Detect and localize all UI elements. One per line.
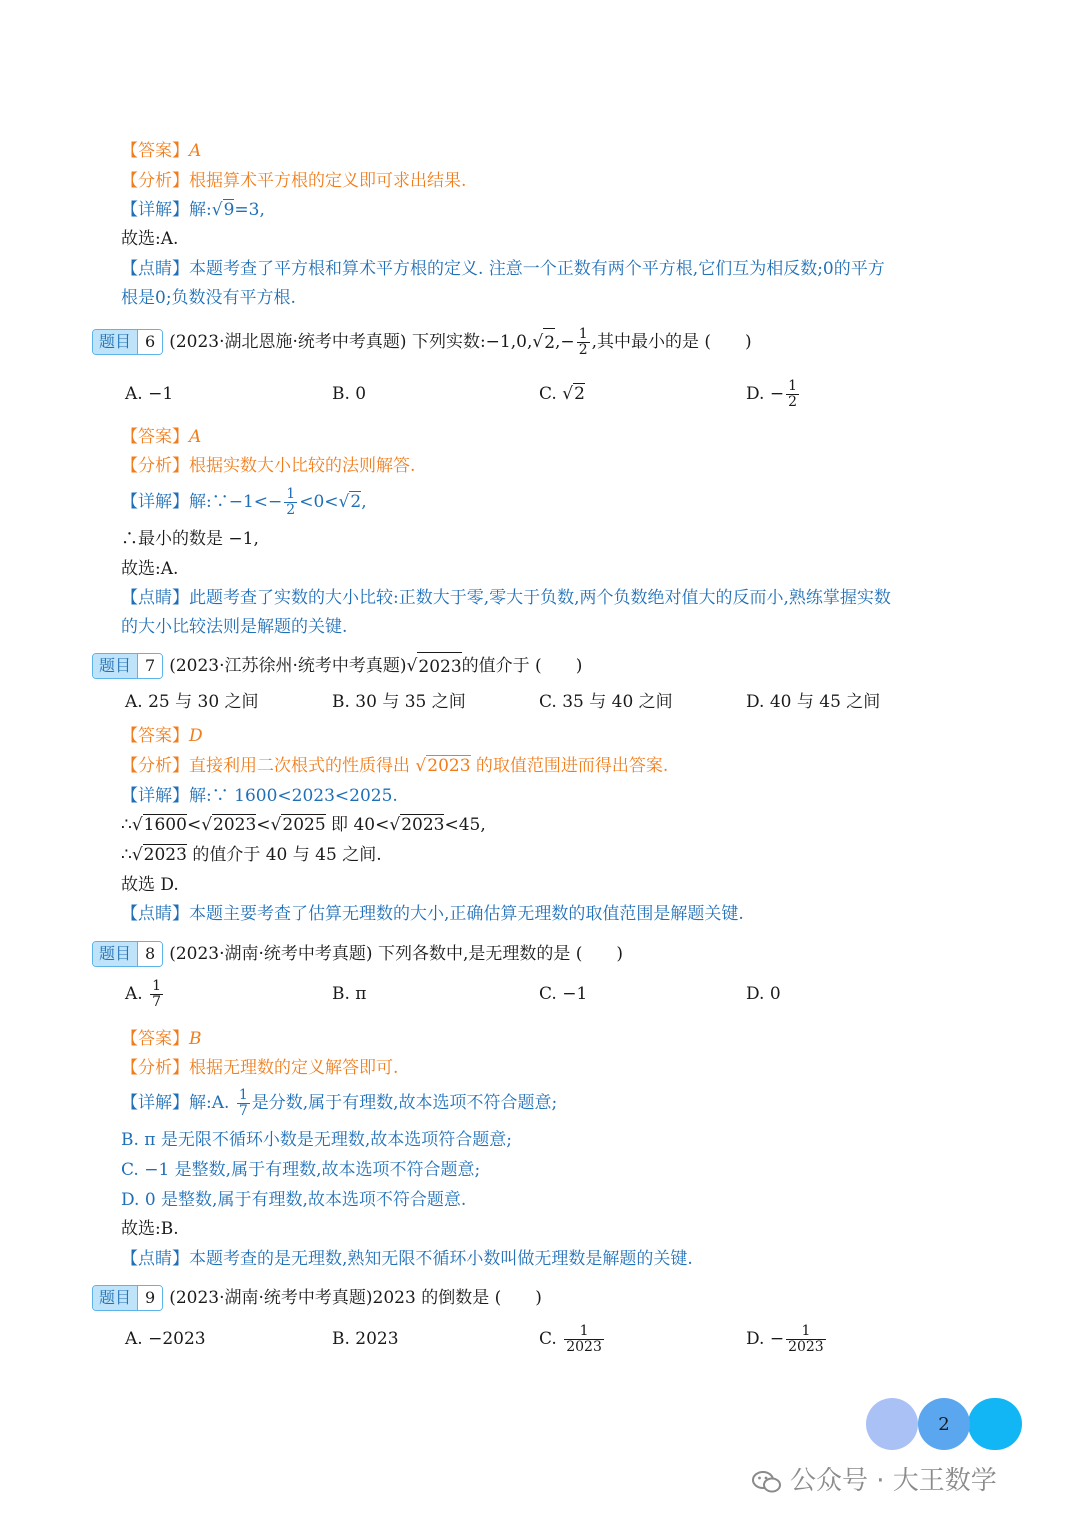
fraction: $\frac{1}{2}$: [578, 325, 588, 358]
q7-answer-line: 【答案】D: [121, 726, 203, 746]
q7-detail-line2: ∴√1600<√2023<√2025 即 40<√2023<45,: [121, 815, 486, 835]
option-d[interactable]: D. 40 与 45 之间: [746, 692, 881, 712]
analysis-tag: 【分析】: [121, 171, 189, 191]
option-d[interactable]: D. − $\frac{1}{2023}$: [746, 1323, 824, 1355]
sqrt-sign: √: [211, 200, 223, 220]
page-bubble-left: [866, 1398, 918, 1450]
q7-detail-line: 【详解】解:∵ 1600<2023<2025.: [121, 786, 398, 806]
detail-tag: 【详解】: [121, 200, 189, 220]
q5-detail-line: 【详解】解:√9=3,: [121, 200, 265, 220]
q7-detail-line3: ∴√2023 的值介于 40 与 45 之间.: [121, 845, 382, 865]
q6-detail-line2: ∴最小的数是 −1,: [121, 529, 259, 549]
option-c[interactable]: C. √2: [539, 384, 585, 404]
option-b[interactable]: B. 2023: [332, 1329, 399, 1349]
q6-answer-line: 【答案】A: [121, 427, 202, 447]
option-c[interactable]: C. $\frac{1}{2023}$: [539, 1323, 602, 1355]
q8-detail-d: D. 0 是整数,属于有理数,故本选项不符合题意.: [121, 1190, 467, 1210]
page-bubble-right: [968, 1398, 1022, 1450]
q6-detail-line: 【详解】解:∵−1<− $\frac{1}{2}$ <0<√2,: [121, 486, 367, 518]
q8-stem: 题目 8 (2023·湖南·统考中考真题) 下列各数中,是无理数的是 ( ): [92, 940, 623, 968]
option-c[interactable]: C. −1: [539, 984, 588, 1004]
page-number: 2: [918, 1398, 970, 1450]
option-a[interactable]: A. $\frac{1}{7}$: [125, 978, 162, 1010]
option-b[interactable]: B. 0: [332, 384, 367, 404]
q8-comment: 【点睛】本题考查的是无理数,熟知无限不循环小数叫做无理数是解题的关键.: [121, 1249, 693, 1269]
fraction: $\frac{1}{2023}$: [566, 1323, 602, 1355]
q8-analysis-line: 【分析】根据无理数的定义解答即可.: [121, 1058, 399, 1078]
q7-analysis-line: 【分析】直接利用二次根式的性质得出 √2023 的取值范围进而得出答案.: [121, 756, 669, 776]
q6-choose: 故选:A.: [121, 559, 179, 579]
q5-answer-line: [121, 136, 990, 166]
option-d[interactable]: D. − $\frac{1}{2}$: [746, 378, 797, 410]
fraction: $\frac{1}{2023}$: [788, 1323, 824, 1355]
wechat-icon: [752, 1470, 782, 1494]
q5-comment-line2: 根是0;负数没有平方根.: [121, 288, 296, 308]
question-badge: 题目 6: [92, 329, 163, 355]
option-c[interactable]: C. 35 与 40 之间: [539, 692, 673, 712]
q6-comment-line2: 的大小比较法则是解题的关键.: [121, 617, 348, 637]
fraction: $\frac{1}{2}$: [788, 378, 797, 410]
option-d[interactable]: D. 0: [746, 984, 781, 1004]
watermark: 公众号 · 大王数学: [752, 1460, 997, 1497]
question-badge: 题目 9: [92, 1285, 163, 1311]
q5-answer: A: [189, 141, 202, 161]
q7-choose: 故选 D.: [121, 875, 179, 895]
q5-choose: 故选:A.: [121, 229, 179, 249]
option-b[interactable]: B. π: [332, 984, 367, 1004]
question-badge: 题目 7: [92, 653, 163, 679]
option-a[interactable]: A. −1: [125, 384, 174, 404]
q8-detail-line: 【详解】解:A. $\frac{1}{7}$ 是分数,属于有理数,故本选项不符合题意;: [121, 1087, 558, 1119]
q7-stem: 题目 7 (2023·江苏徐州·统考中考真题) √ 2023 的值介于 ( ): [92, 652, 582, 680]
option-a[interactable]: A. 25 与 30 之间: [125, 692, 259, 712]
q8-detail-c: C. −1 是整数,属于有理数,故本选项不符合题意;: [121, 1160, 481, 1180]
q9-stem: 题目 9 (2023·湖南·统考中考真题)2023 的倒数是 ( ): [92, 1284, 542, 1312]
option-a[interactable]: A. −2023: [125, 1329, 206, 1349]
q6-analysis-line: 【分析】根据实数大小比较的法则解答.: [121, 456, 416, 476]
q7-comment: 【点睛】本题主要考查了估算无理数的大小,正确估算无理数的取值范围是解题关键.: [121, 904, 744, 924]
q5-analysis: 根据算术平方根的定义即可求出结果.: [189, 171, 467, 191]
question-badge: 题目 8: [92, 941, 163, 967]
q5-comment-line1: 【点睛】本题考查了平方根和算术平方根的定义. 注意一个正数有两个平方根,它们互为相反数;0的平方: [121, 259, 885, 279]
q8-answer-line: 【答案】B: [121, 1029, 202, 1049]
option-b[interactable]: B. 30 与 35 之间: [332, 692, 466, 712]
q6-stem: 题目 6 (2023·湖北恩施·统考中考真题) 下列实数:−1,0, √ 2 ,− $\frac{1}{2}$ ,其中最小的是 ( ): [92, 328, 752, 356]
q5-analysis-line: [121, 166, 990, 196]
q8-detail-b: B. π 是无限不循环小数是无理数,故本选项符合题意;: [121, 1130, 513, 1150]
comment-tag: 【点睛】: [121, 259, 189, 279]
q8-choose: 故选:B.: [121, 1219, 179, 1239]
q6-comment-line1: 【点睛】此题考查了实数的大小比较:正数大于零,零大于负数,两个负数绝对值大的反而小,熟练掌握实数: [121, 588, 891, 608]
answer-tag: 【答案】: [121, 141, 189, 161]
fraction: $\frac{1}{7}$: [152, 978, 162, 1010]
